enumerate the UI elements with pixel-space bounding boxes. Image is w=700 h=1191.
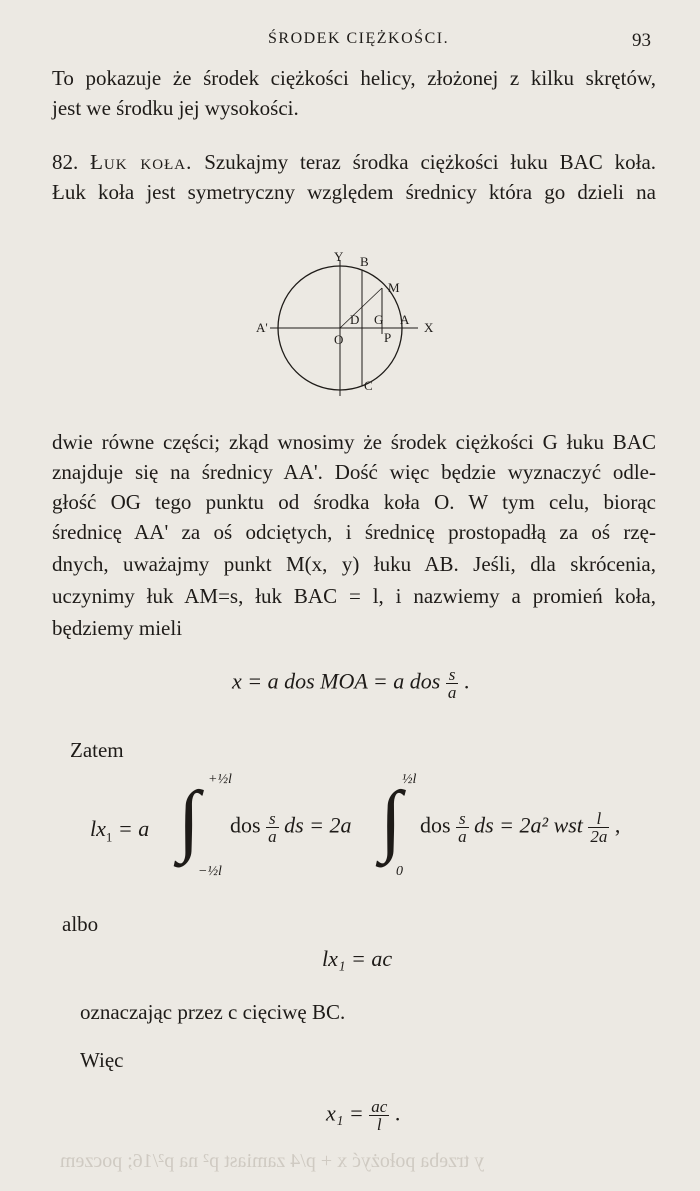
- fraction: [456, 810, 469, 845]
- label-G: G: [374, 312, 384, 327]
- label-Y: Y: [334, 250, 344, 264]
- eq-subscript: 1: [105, 829, 113, 845]
- eq-factor: = a: [117, 816, 150, 841]
- integral-sign: ∫: [380, 776, 402, 864]
- paragraph-line: znajduje się na średnicy AA'. Dość więc będzie wyznaczyć odle-: [52, 460, 656, 484]
- eq-term: ds = 2a: [284, 812, 352, 838]
- word-albo: albo: [62, 912, 99, 936]
- fraction: [588, 810, 609, 845]
- equation-text: x = a dos MOA = a dos: [232, 668, 441, 694]
- label-B: B: [360, 254, 369, 269]
- equation-text: [230, 810, 351, 845]
- label-P: P: [384, 330, 392, 345]
- word-wiec: Więc: [80, 1048, 124, 1072]
- paragraph-text: Szukajmy teraz środka ciężkości łuku BAC koła.: [204, 150, 657, 174]
- paragraph-line: uczynimy łuk AM=s, łuk BAC = l, i nazwiemy a promień koła,: [52, 584, 656, 608]
- equation-text: [90, 816, 149, 845]
- eq-function: dos: [230, 812, 261, 838]
- fraction-denominator: a: [268, 827, 277, 846]
- paragraph-line: To pokazuje że środek ciężkości helicy, złożonej z kilku skrętów,: [52, 66, 656, 90]
- label-D: D: [350, 312, 360, 327]
- label-A-prime: A': [256, 320, 268, 335]
- paragraph-line: jest we środku jej wysokości.: [52, 96, 299, 120]
- eq-lhs: x₁ =: [326, 1100, 364, 1126]
- section-heading-line: [52, 150, 656, 175]
- word-zatem: Zatem: [70, 738, 124, 762]
- fraction-numerator: l: [588, 810, 609, 828]
- eq-lhs: lx: [90, 816, 106, 841]
- paragraph-line: średnicę AA' za oś odciętych, i średnicę prostopadłą za oś rzę-: [52, 520, 656, 544]
- integral-upper-limit: +½l: [208, 772, 232, 787]
- paragraph-line: głość OG tego punktu od środka koła O. W tym celu, biorąc: [52, 490, 656, 514]
- label-C: C: [364, 378, 373, 393]
- running-title: ŚRODEK CIĘŻKOŚCI.: [268, 30, 450, 47]
- label-A: A: [400, 312, 410, 327]
- equation-text: dos $\frac{s}{a}$ ds = 2a² wst $\frac{l}{2a}$ ,: [420, 809, 621, 846]
- integral-lower-limit: −½l: [198, 864, 222, 879]
- label-O: O: [334, 332, 344, 347]
- paragraph-line: Łuk koła jest symetryczny względem średnicy która go dzieli na: [52, 180, 656, 204]
- paragraph-line: będziemy mieli: [52, 616, 183, 640]
- integral-sign: ∫: [178, 776, 200, 864]
- fraction-denominator: a: [458, 827, 467, 846]
- equation-2: [80, 770, 680, 890]
- fraction-numerator: ac: [371, 1097, 388, 1116]
- section-number: 82.: [52, 150, 79, 174]
- fraction-denominator: l: [376, 1115, 382, 1134]
- circle-figure: [250, 250, 450, 400]
- eq-term: ds = 2a² wst: [474, 812, 583, 838]
- fraction: [446, 666, 459, 701]
- fraction-denominator: 2a: [590, 827, 608, 846]
- bleed-through-text: y trzeba położyć x + p/4 zamiast p² na p²/16; poczem: [60, 1150, 485, 1172]
- label-X: X: [424, 320, 434, 335]
- integral-upper-limit: ½l: [402, 772, 417, 787]
- fraction-numerator: s: [266, 810, 279, 828]
- label-M: M: [388, 280, 400, 295]
- paragraph-line: dwie równe części; zkąd wnosimy że środek ciężkości G łuku BAC: [52, 430, 656, 454]
- integral-lower-limit: 0: [396, 864, 403, 879]
- paragraph-line: oznaczając przez c cięciwę BC.: [80, 1000, 346, 1024]
- fraction-denominator: a: [447, 683, 457, 702]
- fraction: [266, 810, 279, 845]
- paragraph-line: dnych, uważajmy punkt M(x, y) łuku AB. Jeśli, dla skrócenia,: [52, 552, 656, 576]
- page-number: 93: [632, 30, 651, 51]
- fraction-numerator: s: [456, 810, 469, 828]
- equation-3: lx₁ = ac: [322, 946, 393, 971]
- equation-4: x₁ = $\frac{ac}{l}$ .: [326, 1097, 401, 1134]
- fraction-numerator: s: [446, 666, 459, 684]
- equation-1: x = a dos MOA = a dos $\frac{s}{a}$ .: [232, 665, 470, 702]
- eq-function: dos: [420, 812, 451, 838]
- fraction: [369, 1098, 389, 1133]
- section-title: Łuk koła.: [90, 150, 193, 174]
